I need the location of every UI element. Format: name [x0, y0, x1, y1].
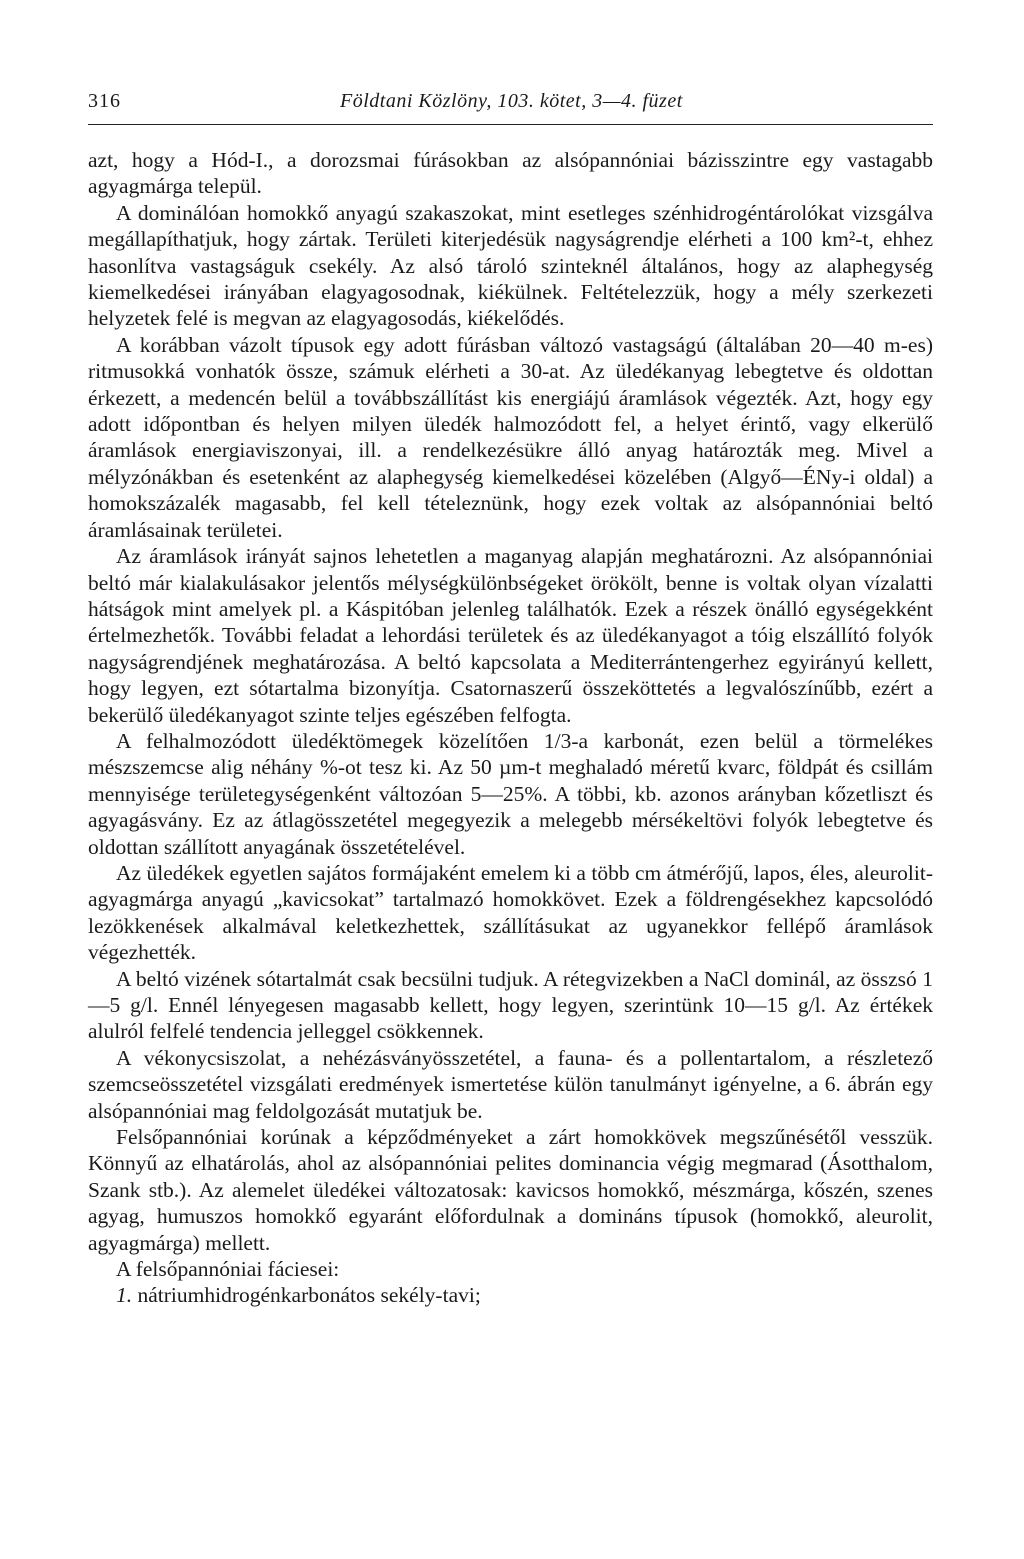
paragraph: A vékonycsiszolat, a nehézásványösszetétel, a fauna- és a pollentartalom, a részletező szemcseösszetétel vizsgálati eredmények ismertetése külön tanulmányt igényelne, a 6. ábrán egy alsópannóniai mag feldolgozását mutatjuk be.	[88, 1045, 933, 1123]
running-title: Földtani Közlöny, 103. kötet, 3—4. füzet	[340, 90, 683, 112]
list-number: 1.	[116, 1283, 133, 1308]
list-item	[88, 1282, 933, 1308]
paragraph: A korábban vázolt típusok egy adott fúrásban változó vastagságú (általában 20—40 m-es) ritmusokká vonhatók össze, számuk elérheti a 30-at. Az üledékanyag lebegtetve és oldottan érkezett, a medencén belül a továbbszállítást kis energiájú áramlások végezték. Azt, hogy egy adott időpontban és helyen milyen üledék halmozódott fel, a helyet érintő, vagy elkerülő áramlások energiaviszonyai, ill. a rendelkezésükre álló anyag határozták meg. Mivel a mélyzónákban és esetenként az alaphegység kiemelkedései közelében (Algyő—ÉNy-i oldal) a homokszázalék magasabb, fel kell tételeznünk, hogy ezek voltak az alsópannóniai beltó áramlásainak területei.	[88, 332, 933, 542]
paragraph: A felhalmozódott üledéktömegek közelítően 1/3-a karbonát, ezen belül a törmelékes mészszemcse alig néhány %-ot tesz ki. Az 50 µm-t meghaladó méretű kvarc, földpát és csillám mennyisége területegységenként változóan 5—25%. A többi, kb. azonos arányban kőzetliszt és agyagásvány. Ez az átlagösszetétel megegyezik a melegebb mérsékeltövi folyók lebegtetve és oldottan szállított anyagának összetételével.	[88, 728, 933, 859]
list-text: nátriumhidrogénkarbonátos sekély-tavi;	[137, 1283, 481, 1308]
paragraph: A beltó vizének sótartalmát csak becsülni tudjuk. A rétegvizekben a NaCl dominál, az összsó 1—5 g/l. Ennél lényegesen magasabb kellett, hogy legyen, szerintünk 10—15 g/l. Az értékek alulról felfelé tendencia jelleggel csökkennek.	[88, 966, 933, 1044]
paragraph: Az üledékek egyetlen sajátos formájaként emelem ki a több cm átmérőjű, lapos, éles, aleurolit-agyagmárga anyagú „kavicsokat” tartalmazó homokkövet. Ezek a földrengésekhez kapcsolódó lezökkenések alkalmával keletkezhettek, szállításukat az ugyanekkor fellépő áramlások végezhették.	[88, 860, 933, 965]
paragraph: Felsőpannóniai korúnak a képződményeket a zárt homokkövek megszűnésétől vesszük. Könnyű az elhatárolás, ahol az alsópannóniai pelites dominancia végig megmarad (Ásotthalom, Szank stb.). Az alemelet üledékei változatosak: kavicsos homokkő, mészmárga, kőszén, szenes agyag, humuszos homokkő egyaránt előfordulnak a domináns típusok (homokkő, aleurolit, agyagmárga) mellett.	[88, 1125, 933, 1255]
page-number: 316	[88, 90, 121, 112]
body-text	[88, 147, 933, 1309]
paragraph: A dominálóan homokkő anyagú szakaszokat, mint esetleges szénhidrogéntárolókat vizsgálva megállapíthatjuk, hogy zártak. Területi kiterjedésük nagyságrendje elérheti a 100 km²-t, ehhez hasonlítva vastagságuk csekély. Az alsó tároló szinteknél általános, hogy az alaphegység kiemelkedései irányában elagyagosodnak, kiékülnek. Feltételezzük, hogy a mély szerkezeti helyzetek felé is megvan az elagyagosodás, kiékelődés.	[88, 200, 933, 331]
paragraph: azt, hogy a Hód-I., a dorozsmai fúrásokban az alsópannóniai bázisszintre egy vastagabb agyagmárga települ.	[88, 148, 933, 199]
paragraph: A felsőpannóniai fáciesei:	[116, 1257, 340, 1282]
page-header	[88, 90, 933, 125]
document-page	[88, 90, 933, 1309]
paragraph: Az áramlások irányát sajnos lehetetlen a maganyag alapján meghatározni. Az alsópannóniai beltó már kialakulásakor jelentős mélységkülönbségeket örökölt, benne is voltak olyan vízalatti hátságok mint amelyek pl. a Káspitóban jelenleg találhatók. Ezek a részek önálló egységekként értelmezhetők. További feladat a lehordási területek és az üledékanyagot a tóig elszállító folyók nagyságrendjének meghatározása. A beltó kapcsolata a Mediterrántengerhez egyirányú kellett, hogy legyen, ezt sótartalma bizonyítja. Csatornaszerű összeköttetés a legvalószínűbb, ezért a bekerülő üledékanyagot szinte teljes egészében felfogta.	[88, 544, 933, 727]
